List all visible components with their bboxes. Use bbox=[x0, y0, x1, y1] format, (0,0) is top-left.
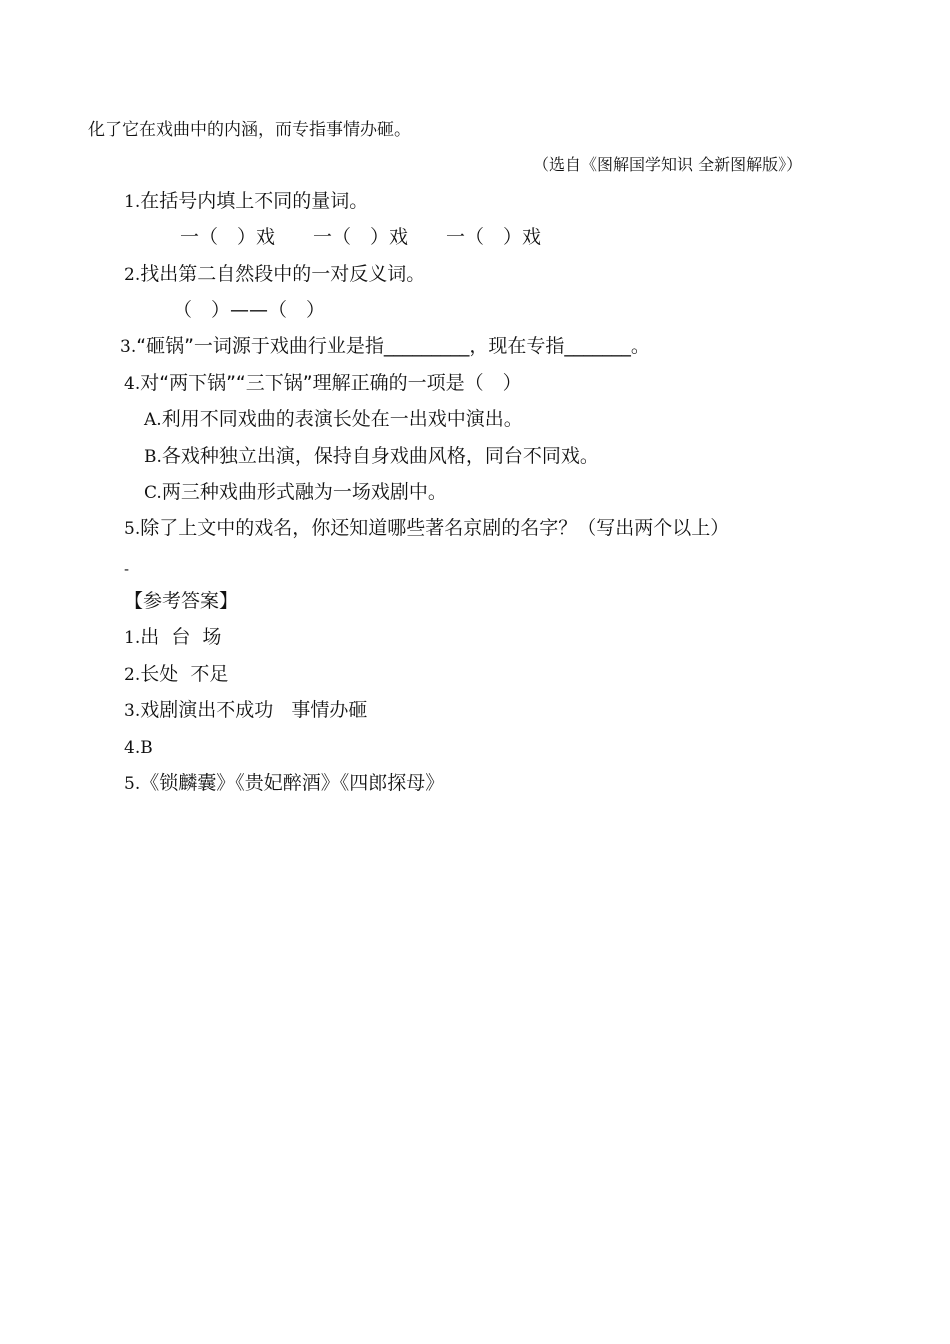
passage-tail-line: 化了它在戏曲中的内涵，而专指事情办砸。 bbox=[88, 120, 411, 140]
question-number: 4. bbox=[124, 374, 141, 394]
question-3 bbox=[120, 334, 650, 359]
answer-number: 1. bbox=[124, 628, 141, 648]
question-number: 1. bbox=[124, 192, 141, 212]
question-text: 找出第二自然段中的一对反义词。 bbox=[140, 263, 426, 285]
question-number: 3. bbox=[120, 337, 137, 357]
option-a bbox=[144, 407, 523, 432]
passage-source: （选自《图解国学知识 全新图解版》） bbox=[533, 155, 803, 174]
option-label: A. bbox=[144, 410, 162, 430]
answer-text: 戏剧演出不成功 事情办砸 bbox=[140, 699, 368, 721]
answer-5 bbox=[124, 771, 444, 796]
separator-dash: - bbox=[124, 562, 130, 578]
question-number: 2. bbox=[124, 265, 141, 285]
answer-text: 《锁麟囊》《贵妃醉酒》《四郎探母》 bbox=[140, 772, 445, 794]
question-text: 在括号内填上不同的量词。 bbox=[140, 190, 369, 212]
answer-3 bbox=[124, 698, 367, 723]
question-text: “砸锅”一词源于戏曲行业是指_________，现在专指_______。 bbox=[136, 335, 650, 357]
question-text: 对“两下锅”“三下锅”理解正确的一项是（ ） bbox=[140, 372, 522, 394]
answer-number: 4. bbox=[124, 738, 141, 758]
option-b bbox=[144, 444, 599, 469]
option-text: 利用不同戏曲的表演长处在一出戏中演出。 bbox=[161, 408, 523, 430]
answer-text: 出 台 场 bbox=[140, 626, 222, 648]
option-c bbox=[144, 480, 447, 505]
question-5 bbox=[124, 516, 729, 541]
answer-text: 长处 不足 bbox=[140, 663, 229, 685]
answer-text: B bbox=[140, 738, 153, 758]
option-text: 两三种戏曲形式融为一场戏剧中。 bbox=[161, 481, 447, 503]
answer-4 bbox=[124, 735, 153, 760]
option-text: 各戏种独立出演，保持自身戏曲风格，同台不同戏。 bbox=[161, 445, 599, 467]
question-2 bbox=[124, 262, 425, 287]
answer-number: 3. bbox=[124, 701, 141, 721]
answers-heading: 【参考答案】 bbox=[124, 590, 239, 612]
answer-1 bbox=[124, 625, 221, 650]
question-1 bbox=[124, 189, 368, 214]
question-1-blanks: 一（ ）戏 一（ ）戏 一（ ）戏 bbox=[180, 226, 542, 248]
question-number: 5. bbox=[124, 519, 141, 539]
question-text: 除了上文中的戏名，你还知道哪些著名京剧的名字？（写出两个以上） bbox=[140, 517, 730, 539]
question-4 bbox=[124, 371, 522, 396]
answer-number: 2. bbox=[124, 665, 141, 685]
question-2-blanks: （ ）——（ ） bbox=[173, 299, 326, 321]
answer-number: 5. bbox=[124, 774, 141, 794]
answer-2 bbox=[124, 662, 228, 687]
option-label: B. bbox=[144, 447, 162, 467]
option-label: C. bbox=[144, 483, 162, 503]
